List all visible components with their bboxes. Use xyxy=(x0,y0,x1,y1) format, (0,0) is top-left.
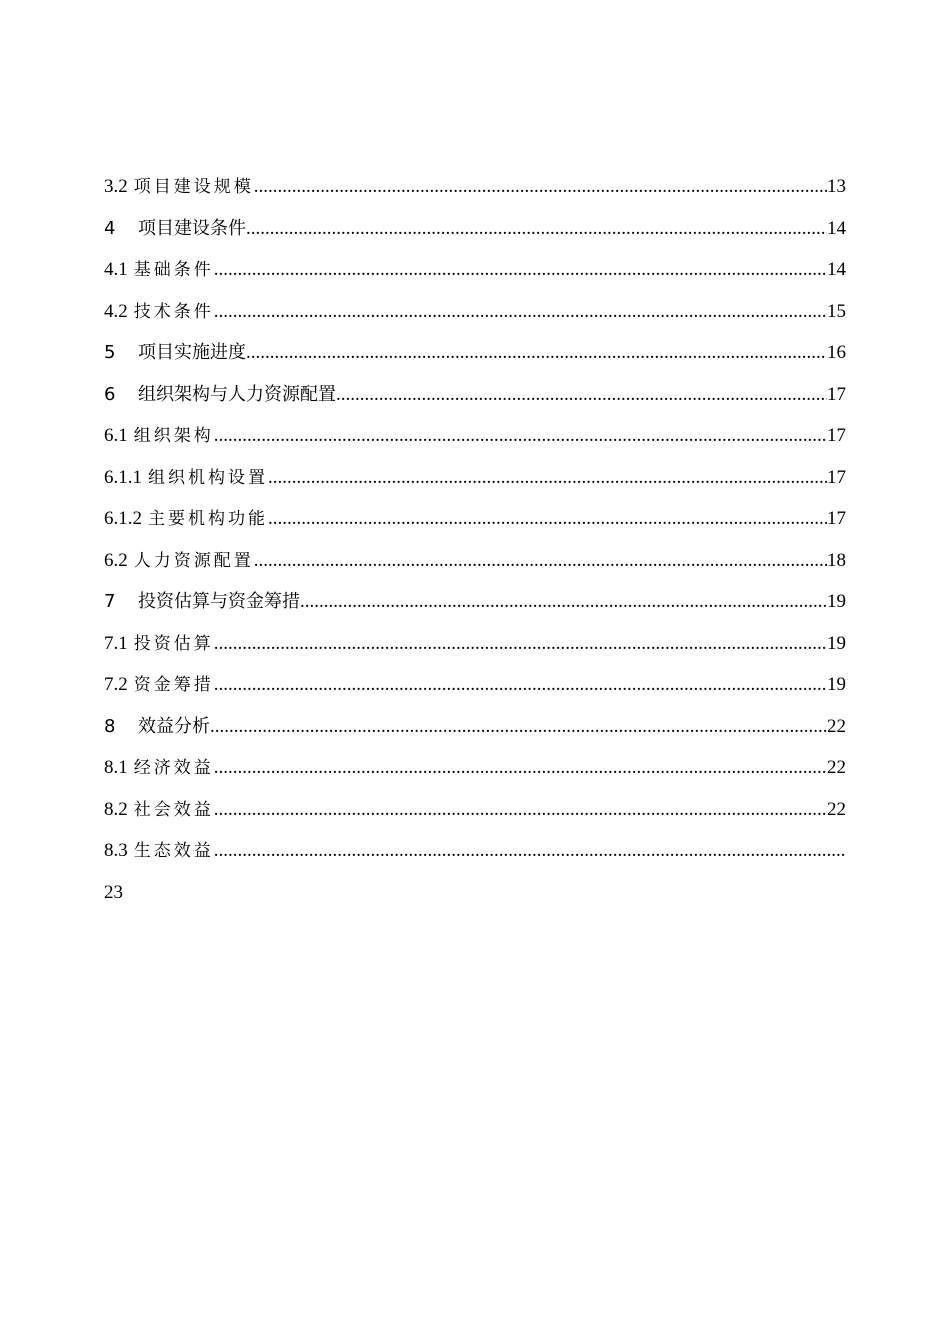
toc-entry-6-1[interactable] xyxy=(104,415,846,457)
toc-entry-title: 主要机构功能 xyxy=(148,509,268,529)
toc-entry-page: 19 xyxy=(827,674,846,695)
toc-entry-title: 经济效益 xyxy=(133,758,214,778)
toc-entry-title: 组织架构 xyxy=(133,426,214,446)
toc-entry-number: 7.1 xyxy=(104,632,128,654)
toc-entry-page: 14 xyxy=(827,217,846,239)
toc-entry-8-3[interactable] xyxy=(104,830,846,872)
dot-leader xyxy=(214,789,827,831)
toc-entry-8[interactable] xyxy=(104,706,846,748)
toc-entry-title: 项目实施进度 xyxy=(138,342,246,363)
toc-entry-page: 18 xyxy=(827,549,846,571)
toc-entry-number: 8.3 xyxy=(104,840,128,861)
dot-leader xyxy=(214,623,827,665)
toc-entry-4-2[interactable] xyxy=(104,291,846,333)
toc-entry-page: 17 xyxy=(827,383,846,405)
toc-entry-title: 项目建设规模 xyxy=(133,177,254,197)
toc-entry-7-2[interactable] xyxy=(104,664,846,706)
toc-entry-number: 6.1.1 xyxy=(104,466,142,488)
toc-entry-8-2[interactable] xyxy=(104,789,846,831)
toc-entry-number: 7.2 xyxy=(104,674,128,695)
toc-entry-number: 5 xyxy=(104,342,116,363)
toc-entry-3-2[interactable] xyxy=(104,166,846,208)
toc-entry-page: 22 xyxy=(827,757,846,778)
toc-entry-number: 8.1 xyxy=(104,757,128,778)
dot-leader xyxy=(336,374,827,416)
toc-entry-title: 技术条件 xyxy=(133,301,214,322)
toc-entry-number: 6.1 xyxy=(104,425,128,446)
toc-entry-title: 组织架构与人力资源配置 xyxy=(138,383,336,405)
dot-leader xyxy=(246,332,827,374)
dot-leader xyxy=(214,664,827,706)
dot-leader xyxy=(214,747,827,789)
toc-entry-6-1-1[interactable] xyxy=(104,457,846,499)
toc-entry-7[interactable] xyxy=(104,581,846,623)
toc-entry-number: 6 xyxy=(104,383,116,405)
toc-entry-5[interactable] xyxy=(104,332,846,374)
toc-entry-title: 基础条件 xyxy=(133,260,214,280)
toc-entry-number: 3.2 xyxy=(104,176,128,197)
dot-leader xyxy=(254,540,827,582)
toc-entry-title: 资金筹措 xyxy=(133,675,214,695)
dot-leader xyxy=(214,415,827,457)
dot-leader xyxy=(300,581,827,623)
dot-leader xyxy=(214,249,827,291)
toc-entry-number: 8.2 xyxy=(104,798,128,820)
toc-entry-6-2[interactable] xyxy=(104,540,846,582)
dot-leader xyxy=(254,166,827,208)
dot-leader xyxy=(246,208,827,250)
toc-entry-title: 项目建设条件 xyxy=(138,217,246,239)
toc-entry-6-1-2[interactable] xyxy=(104,498,846,540)
toc-entry-number: 4 xyxy=(104,217,116,239)
toc-entry-number: 7 xyxy=(104,591,116,612)
dot-leader xyxy=(268,498,827,540)
toc-entry-page: 17 xyxy=(827,425,846,446)
toc-entry-page: 14 xyxy=(827,259,846,280)
toc-entry-page: 17 xyxy=(827,508,846,529)
toc-entry-number: 4.1 xyxy=(104,259,128,280)
toc-entry-page: 15 xyxy=(827,300,846,322)
toc-entry-4-1[interactable] xyxy=(104,249,846,291)
dot-leader xyxy=(214,291,827,333)
toc-entry-page: 22 xyxy=(827,798,846,820)
toc-entry-4[interactable] xyxy=(104,208,846,250)
toc-entry-page: 16 xyxy=(827,342,846,363)
toc-entry-title: 生态效益 xyxy=(133,841,214,861)
dot-leader xyxy=(210,706,827,748)
toc-entry-title: 效益分析 xyxy=(138,715,210,737)
toc-wrapped-page-number: 23 xyxy=(104,881,123,903)
toc-entry-title: 组织机构设置 xyxy=(148,467,268,488)
toc-entry-number: 6.1.2 xyxy=(104,508,142,529)
toc-entry-page: 17 xyxy=(827,466,846,488)
table-of-contents xyxy=(104,166,846,913)
toc-entry-number: 8 xyxy=(104,715,116,737)
toc-entry-page: 22 xyxy=(827,715,846,737)
toc-entry-page: 19 xyxy=(827,591,846,612)
toc-entry-title: 投资估算与资金筹措 xyxy=(138,591,300,612)
dot-leader xyxy=(214,830,846,872)
dot-leader xyxy=(268,457,827,499)
toc-entry-7-1[interactable] xyxy=(104,623,846,665)
toc-entry-page: 13 xyxy=(827,176,846,197)
toc-entry-title: 社会效益 xyxy=(133,799,214,820)
toc-entry-title: 投资估算 xyxy=(133,633,214,654)
toc-entry-page: 19 xyxy=(827,632,846,654)
toc-entry-6[interactable] xyxy=(104,374,846,416)
toc-entry-number: 4.2 xyxy=(104,300,128,322)
toc-entry-8-1[interactable] xyxy=(104,747,846,789)
toc-entry-number: 6.2 xyxy=(104,549,128,571)
toc-entry-title: 人力资源配置 xyxy=(133,550,254,571)
